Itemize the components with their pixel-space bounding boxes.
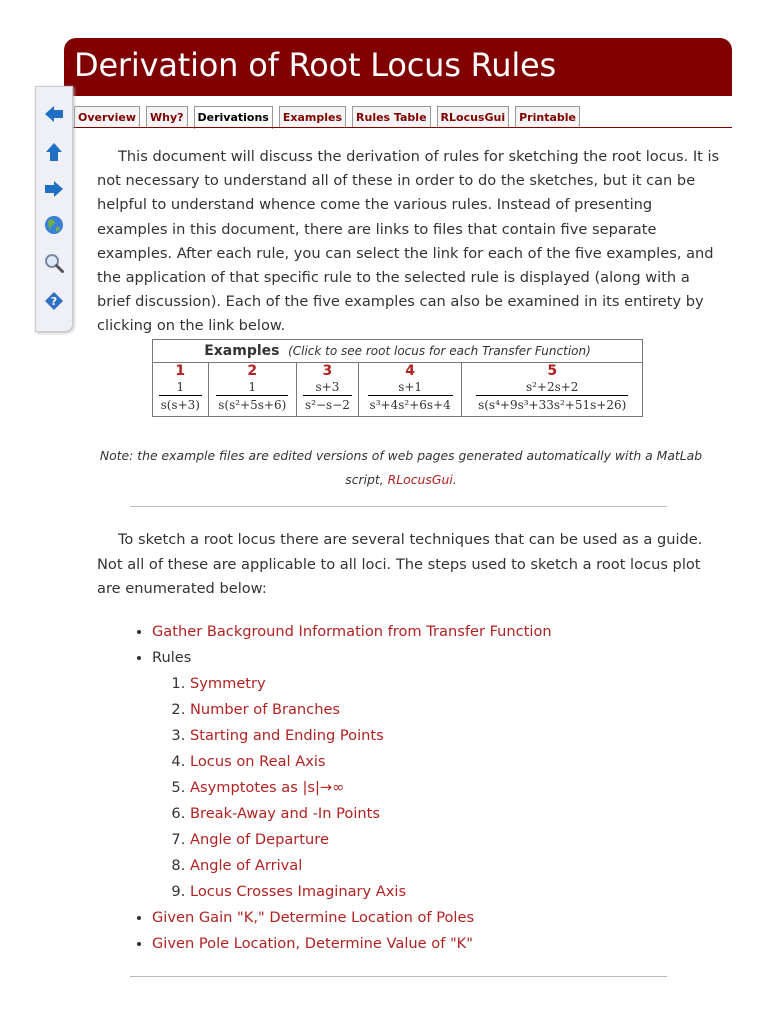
rule-item — [190, 801, 717, 827]
rule-item — [190, 749, 717, 775]
rule-locus-on-real-axis-link[interactable]: Locus on Real Axis — [190, 753, 326, 770]
example-number: 4 — [405, 363, 415, 379]
example-1-link[interactable] — [153, 363, 209, 417]
given-pole-location-link[interactable]: Given Pole Location, Determine Value of "K" — [152, 935, 473, 952]
rule-item — [190, 671, 717, 697]
rule-item — [190, 775, 717, 801]
steps-intro-section — [97, 528, 717, 602]
list-item — [152, 619, 717, 645]
tab-printable[interactable]: Printable — [515, 106, 580, 127]
divider — [130, 506, 667, 507]
side-navigation — [35, 86, 73, 332]
example-4-link[interactable] — [358, 363, 462, 417]
help-icon[interactable] — [44, 291, 64, 311]
example-5-link[interactable] — [462, 363, 643, 417]
example-number: 2 — [247, 363, 258, 379]
example-denominator: s(s²+5s+6) — [218, 398, 287, 412]
tab-examples[interactable]: Examples — [279, 106, 346, 127]
example-numerator: 1 — [216, 379, 288, 396]
list-item — [152, 931, 717, 957]
example-denominator: s(s+3) — [160, 398, 200, 412]
tab-why[interactable]: Why? — [146, 106, 188, 127]
globe-icon[interactable] — [44, 215, 64, 235]
tab-divider — [64, 127, 732, 128]
example-number: 3 — [322, 363, 333, 379]
forward-arrow-icon[interactable] — [44, 179, 64, 199]
rule-symmetry-link[interactable]: Symmetry — [190, 675, 266, 692]
back-arrow-icon[interactable] — [44, 104, 64, 124]
up-arrow-icon[interactable] — [44, 142, 64, 162]
example-number: 1 — [175, 363, 186, 379]
examples-table — [152, 339, 643, 417]
intro-section — [97, 145, 722, 339]
tab-rlocusgui[interactable]: RLocusGui — [437, 106, 510, 127]
rlocusgui-link[interactable]: RLocusGui — [387, 472, 453, 487]
example-3-link[interactable] — [297, 363, 359, 417]
intro-paragraph: This document will discuss the derivation of rules for sketching the root locus. It is not necessary to understand all of these in order to do the sketches, but it can be helpful to understand whence come the various rules. Instead of presenting examples in this document, there are links to files that contain five separate examples. After each rule, you can select the link for each of the five examples, and the application of that specific rule to the selected rule is displayed (along with a brief discussion). Each of the five examples can also be examined in its entirety by clicking on the link below. — [97, 148, 720, 335]
examples-note — [97, 444, 705, 492]
list-item — [152, 645, 717, 905]
rule-angle-of-departure-link[interactable]: Angle of Departure — [190, 831, 329, 848]
example-number: 5 — [547, 363, 558, 379]
tab-rules-table[interactable]: Rules Table — [352, 106, 431, 127]
examples-subtitle: (Click to see root locus for each Transfer Function) — [288, 344, 591, 358]
page-title: Derivation of Root Locus Rules — [74, 46, 556, 84]
rule-item — [190, 723, 717, 749]
steps-intro-paragraph: To sketch a root locus there are several techniques that can be used as a guide. Not all of these are applicable to all loci. The steps used to sketch a root locus plot are enumerated below: — [97, 531, 703, 597]
rule-number-of-branches-link[interactable]: Number of Branches — [190, 701, 341, 718]
note-text: Note: the example files are edited versions of web pages generated automatically with a MatLab script, — [99, 448, 703, 487]
rule-break-away-link[interactable]: Break-Away and -In Points — [190, 805, 380, 822]
example-numerator: 1 — [159, 379, 202, 396]
rule-item — [190, 853, 717, 879]
rules-list — [152, 671, 717, 905]
rules-label: Rules — [152, 649, 192, 666]
example-numerator: s²+2s+2 — [476, 379, 628, 396]
tab-overview[interactable]: Overview — [74, 106, 140, 127]
rule-asymptotes-link[interactable]: Asymptotes as |s|→∞ — [190, 779, 345, 796]
rule-item — [190, 827, 717, 853]
tab-derivations[interactable]: Derivations — [194, 106, 273, 129]
list-item — [152, 905, 717, 931]
example-denominator: s(s⁴+9s³+33s²+51s+26) — [478, 398, 627, 412]
tab-bar — [74, 106, 580, 128]
example-numerator: s+1 — [368, 379, 453, 396]
rule-item — [190, 697, 717, 723]
example-2-link[interactable] — [208, 363, 296, 417]
header-banner — [64, 38, 732, 96]
note-end: . — [452, 472, 457, 487]
examples-title: Examples — [204, 343, 280, 359]
steps-list — [97, 619, 717, 957]
rule-imaginary-axis-link[interactable]: Locus Crosses Imaginary Axis — [190, 883, 407, 900]
examples-table-header — [153, 340, 643, 363]
svg-text:?: ? — [50, 295, 58, 308]
example-numerator: s+3 — [303, 379, 352, 396]
search-icon[interactable] — [44, 253, 64, 273]
rule-starting-ending-points-link[interactable]: Starting and Ending Points — [190, 727, 384, 744]
example-denominator: s³+4s²+6s+4 — [369, 398, 451, 412]
given-gain-link[interactable]: Given Gain "K," Determine Location of Poles — [152, 909, 475, 926]
rule-angle-of-arrival-link[interactable]: Angle of Arrival — [190, 857, 303, 874]
rule-item — [190, 879, 717, 905]
example-denominator: s²−s−2 — [304, 398, 350, 412]
divider — [130, 976, 667, 977]
gather-background-link[interactable]: Gather Background Information from Transfer Function — [152, 623, 552, 640]
